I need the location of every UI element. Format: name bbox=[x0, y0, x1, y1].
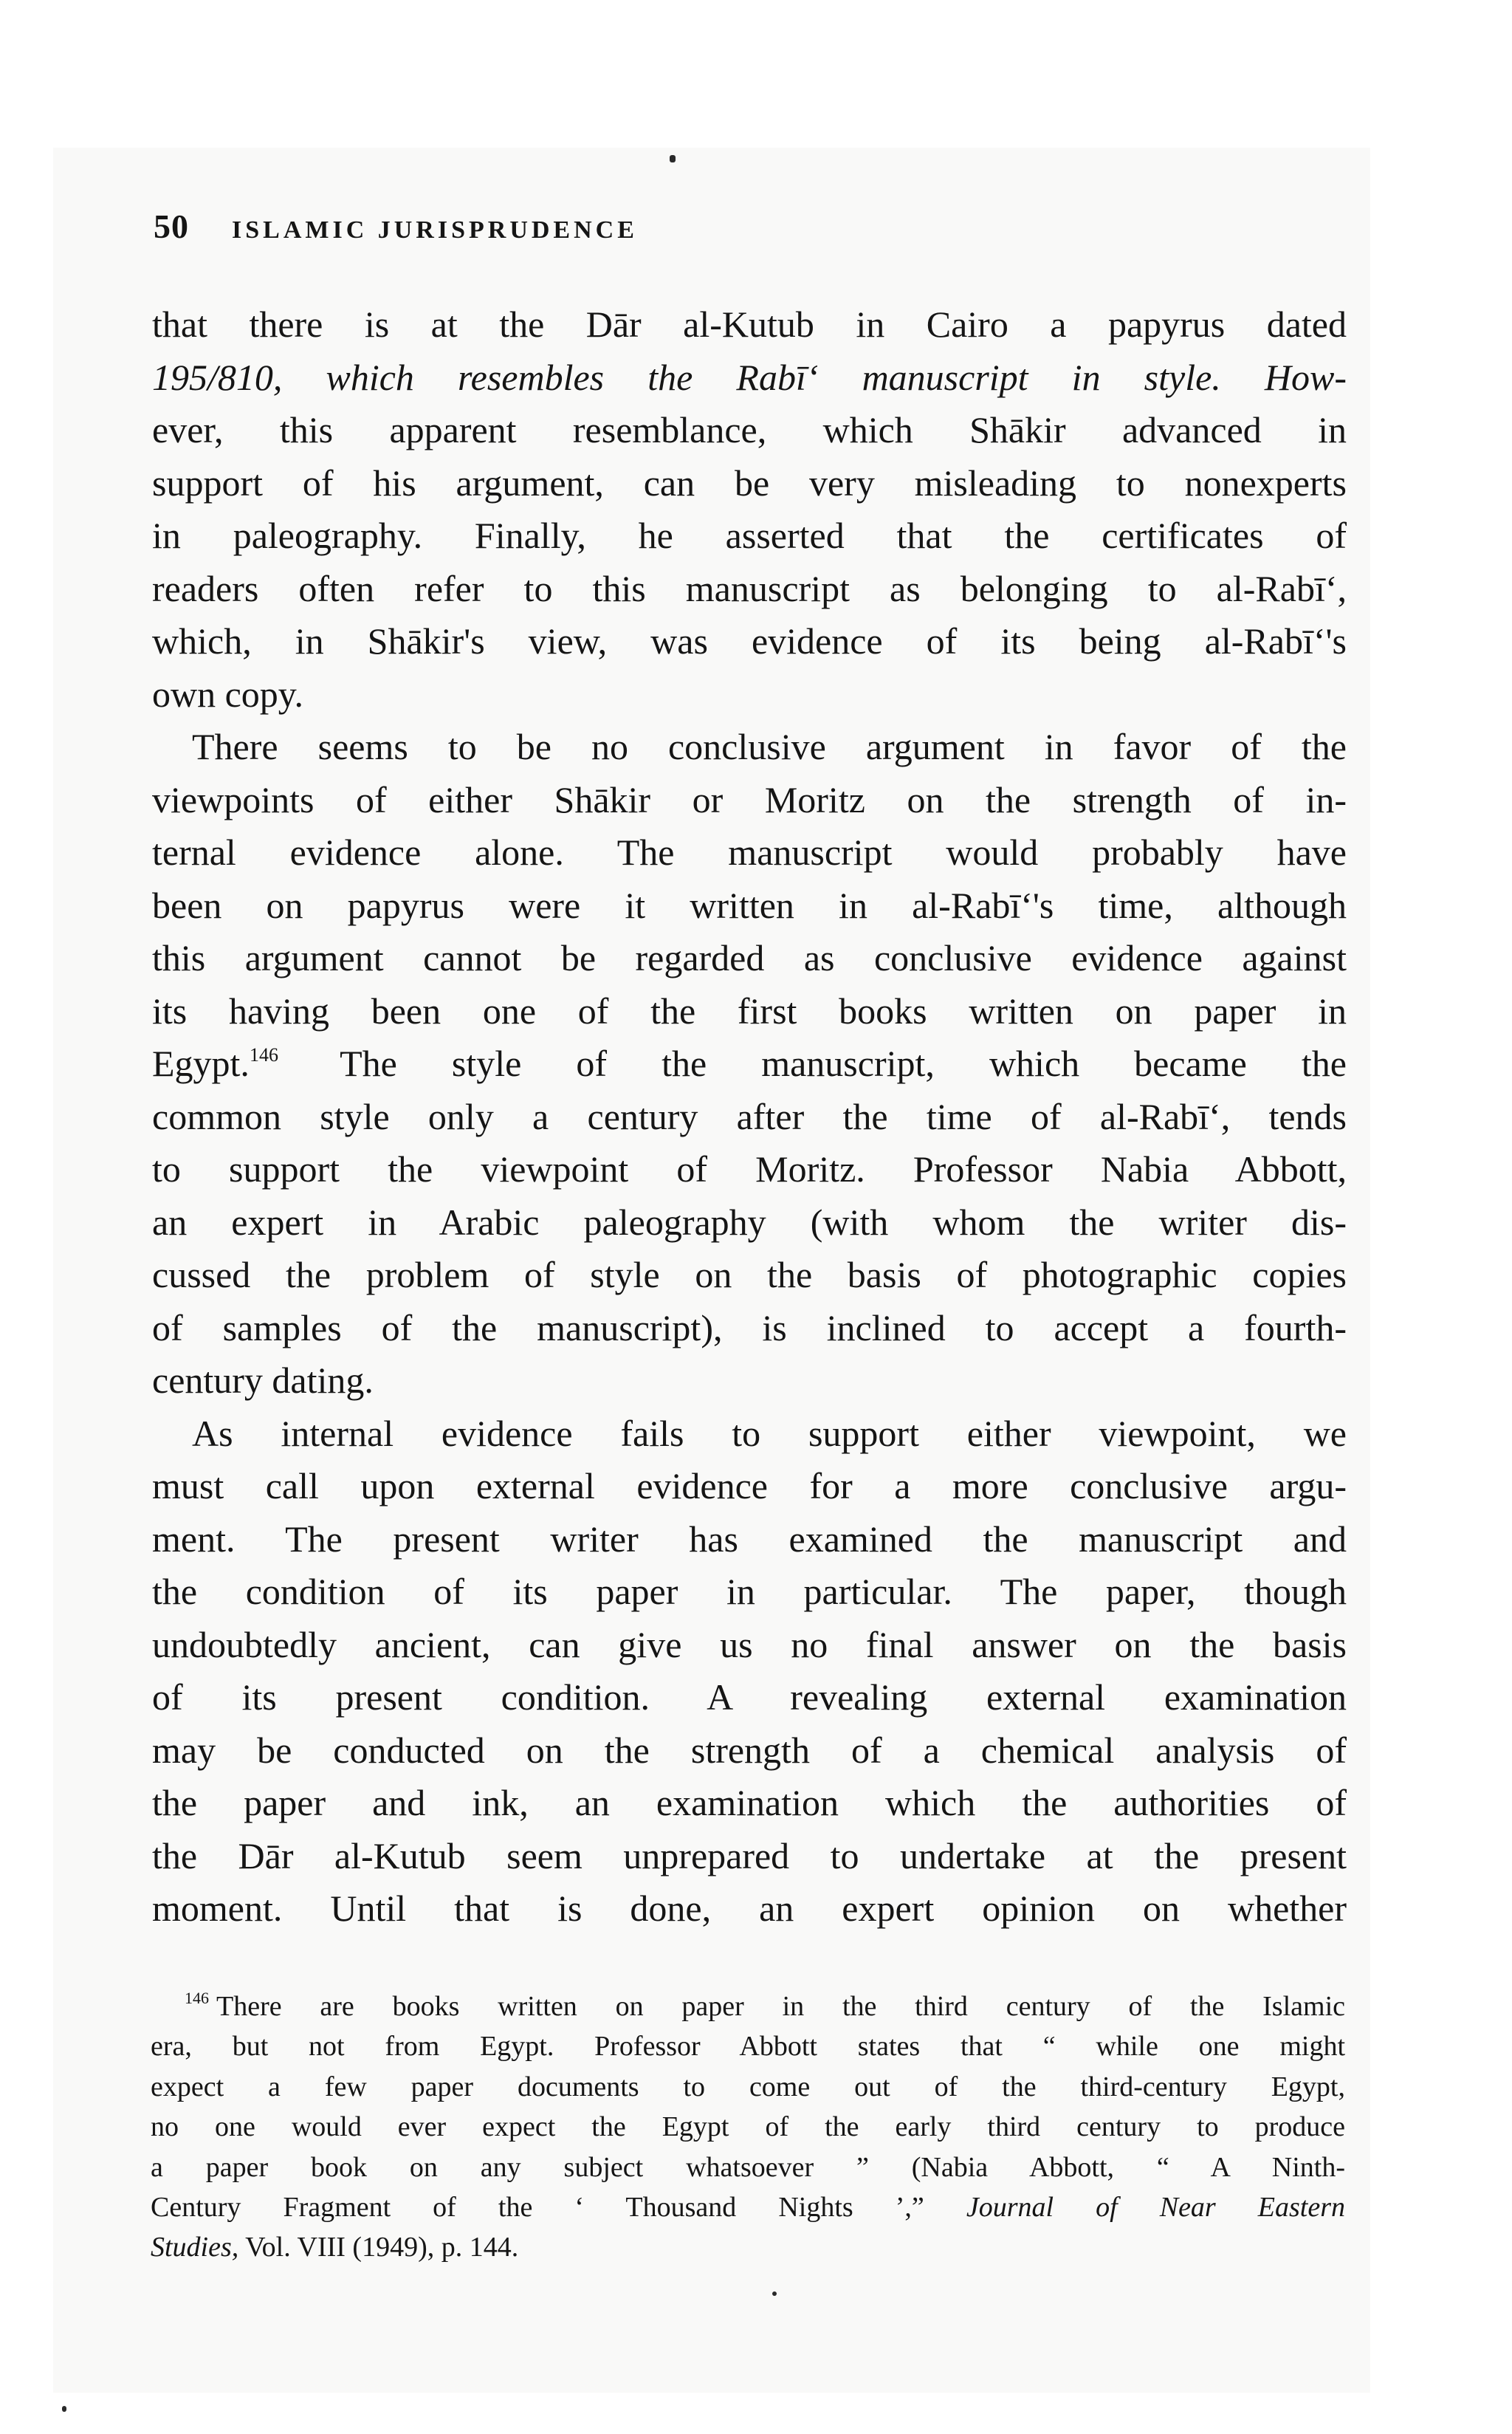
text-line-with-footnote bbox=[152, 1038, 1347, 1091]
text-line: in paleography. Finally, he asserted that the certificates of bbox=[152, 515, 1347, 556]
footnote-text: Vol. VIII (1949), p. 144. bbox=[238, 2232, 519, 2263]
text-line: must call upon external evidence for a more conclusive argu- bbox=[152, 1465, 1347, 1506]
text-line: the Dār al-Kutub seem unprepared to undertake at the present bbox=[152, 1834, 1347, 1876]
text-line: been on papyrus were it written in al-Rabī‘'s time, although bbox=[152, 884, 1347, 926]
text-line: that there is at the Dār al-Kutub in Cairo a papyrus dated bbox=[152, 304, 1347, 345]
text-line: moment. Until that is done, an expert opinion on whether bbox=[152, 1888, 1347, 1929]
text-line: this argument cannot be regarded as conclusive evidence against bbox=[152, 937, 1347, 978]
text-line: ever, this apparent resemblance, which Shākir advanced in bbox=[152, 409, 1347, 450]
text-line: ternal evidence alone. The manuscript would probably have bbox=[152, 832, 1347, 873]
footnote-line: expect a few paper documents to come out of the third-century Egypt, bbox=[151, 2071, 1345, 2102]
text-line: As internal evidence fails to support either viewpoint, we bbox=[192, 1412, 1347, 1454]
text-line: ment. The present writer has examined the manuscript and bbox=[152, 1518, 1347, 1560]
text-line: an expert in Arabic paleography (with whom the writer dis- bbox=[152, 1201, 1347, 1243]
text-line: cussed the problem of style on the basis of photographic copies bbox=[152, 1254, 1347, 1295]
text-line: support of his argument, can be very misleading to nonexperts bbox=[152, 462, 1347, 504]
footnote-line bbox=[151, 2227, 1345, 2267]
footnote-line bbox=[151, 2187, 1345, 2227]
text-fragment: The style of the manuscript, which became the bbox=[340, 1043, 1347, 1084]
text-line: undoubtedly ancient, can give us no final answer on the basis bbox=[152, 1623, 1347, 1665]
text-line: its having been one of the first books written on paper in bbox=[152, 990, 1347, 1032]
page-number: 50 bbox=[154, 208, 189, 245]
scan-speck bbox=[670, 155, 676, 162]
text-line: readers often refer to this manuscript as belonging to al-Rabī‘, bbox=[152, 567, 1347, 609]
footnote-block bbox=[151, 1986, 1345, 2268]
text-line: common style only a century after the time of al-Rabī‘, tends bbox=[152, 1095, 1347, 1137]
text-line: century dating. bbox=[152, 1360, 374, 1401]
footnote-marker: 146 bbox=[185, 1989, 209, 2007]
footnote-text: There are books written on paper in the third century of the Islamic bbox=[216, 1991, 1345, 2022]
text-line: There seems to be no conclusive argument in favor of the bbox=[192, 726, 1347, 767]
journal-title: Studies, bbox=[151, 2232, 239, 2263]
text-line: 195/810, which resembles the Rabī‘ manuscript in style. How- bbox=[152, 356, 1347, 398]
footnote-line: era, but not from Egypt. Professor Abbott states that “ while one might bbox=[151, 2031, 1345, 2063]
scan-speck bbox=[772, 2291, 777, 2296]
text-line: viewpoints of either Shākir or Moritz on the strength of in- bbox=[152, 778, 1347, 820]
text-line: which, in Shākir's view, was evidence of its being al-Rabī‘'s bbox=[152, 620, 1347, 662]
footnote-text: Century Fragment of the ‘ Thousand Nights ’,” bbox=[151, 2191, 924, 2223]
footnote-line bbox=[151, 1986, 1345, 2026]
text-line: to support the viewpoint of Moritz. Professor Nabia Abbott, bbox=[152, 1148, 1347, 1190]
body-text bbox=[152, 298, 1347, 1936]
text-line: of samples of the manuscript), is inclined to accept a fourth- bbox=[152, 1306, 1347, 1348]
text-line: own copy. bbox=[152, 673, 304, 715]
text-line: of its present condition. A revealing external examination bbox=[152, 1676, 1347, 1718]
footnote-reference[interactable]: 146 bbox=[249, 1044, 278, 1066]
journal-title: Journal of Near Eastern bbox=[966, 2191, 1345, 2223]
running-head bbox=[154, 207, 1350, 258]
text-line: may be conducted on the strength of a chemical analysis of bbox=[152, 1729, 1347, 1771]
footnote-line: no one would ever expect the Egypt of the early third century to produce bbox=[151, 2111, 1345, 2143]
text-line: the paper and ink, an examination which the authorities of bbox=[152, 1782, 1347, 1823]
running-title: ISLAMIC JURISPRUDENCE bbox=[232, 216, 638, 244]
text-line: the condition of its paper in particular. The paper, though bbox=[152, 1571, 1347, 1612]
scan-speck bbox=[62, 2406, 66, 2412]
footnote-line: a paper book on any subject whatsoever ” (Nabia Abbott, “ A Ninth- bbox=[151, 2151, 1345, 2183]
text-fragment: Egypt. bbox=[152, 1043, 250, 1084]
